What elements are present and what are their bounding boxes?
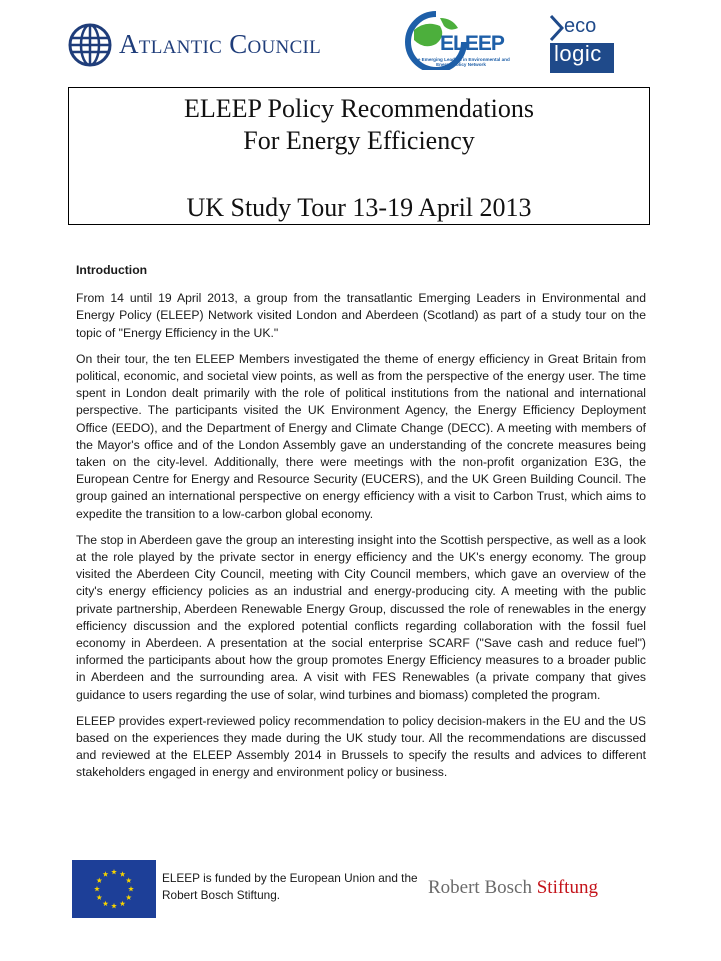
paragraph: From 14 until 19 April 2013, a group from the transatlantic Emerging Leaders in Environmental and Energy Policy (ELEEP) Network visited London and Aberdeen (Scotland) as part of a study tour on the topic of "Energy Efficiency in the UK.": [76, 291, 646, 340]
title-line-3: UK Study Tour 13-19 April 2013: [186, 193, 532, 222]
logo-row: [0, 0, 721, 85]
atlantic-council-wordmark: Atlantic Council: [119, 29, 322, 59]
bosch-stiftung: Stiftung: [536, 877, 598, 898]
eu-flag-icon: [72, 860, 156, 918]
footer: [72, 858, 652, 920]
eleep-wordmark: ELEEP: [440, 32, 504, 55]
eleep-logo: [400, 10, 518, 76]
eleep-tagline: The Emerging Leaders in Environmental and Energy Policy Network: [412, 57, 510, 67]
ecologic-top-word: eco: [564, 15, 597, 37]
title-box: [68, 87, 650, 225]
paragraph: The stop in Aberdeen gave the group an interesting insight into the Scottish perspective, as well as a look at the role played by the private sector in energy efficiency and the UK's energy economy. The group visited the Aberdeen City Council, meeting with City Council members, which gave an overview of the city's energy efficiency policies as an industrial and energy-producing city. A meeting with the public private partnership, Aberdeen Renewable Energy Group, discussed the role of renewables in the energy efficiency discussion and the explored potential conflicts regarding collaboration with the fossil fuel economy in Aberdeen. A presentation at the social enterprise SCARF ("Save cash and reduce fuel") informed the participants about how the group promotes Energy Efficiency measures to a broader public in Aberdeen and the surrounding area. A visit with FES Renewables (a private company that gives guidance to users regarding the use of solar, wind turbines and biomass) completed the program.: [76, 532, 646, 702]
paragraph: On their tour, the ten ELEEP Members investigated the theme of energy efficiency in Great Britain from political, economic, and societal view points, as well as from the perspective of the energy user. The time spent in London dealt primarily with the role of political institutions from the national and international perspective. The participants visited the UK Environment Agency, the Energy Efficiency Deployment Office (EEDO), and the Department of Energy and Climate Change (DECC). A meeting with members of the Mayor's office and of the London Assembly gave an understanding of the concrete measures being taken on the city-level. Additionally, there were meetings with the non-profit organization E3G, the European Centre for Energy and Resource Security (EUCERS), and the UK Green Building Council. The group gained an international perspective on energy efficiency with a visit to Carbon Trust, which aims to expedite the transition to a low-carbon global economy.: [76, 351, 646, 521]
section-heading: Introduction: [76, 263, 148, 277]
title-line-2: For Energy Efficiency: [243, 126, 475, 155]
globe-icon: [68, 23, 112, 67]
paragraph: ELEEP provides expert-reviewed policy recommendation to policy decision-makers in the EU and the US based on the experiences they made during the UK study tour. All the recommendations are discussed and reviewed at the ELEEP Assembly 2014 in Brussels to specify the results and advices to different stakeholders engaged in energy and environment policy or business.: [76, 713, 646, 780]
ecologic-logo: [550, 15, 614, 73]
ecologic-chevron-icon: [550, 15, 564, 41]
atlantic-council-logo: [68, 21, 368, 69]
ecologic-bottom-word: logic: [554, 41, 602, 66]
bosch-name: Robert Bosch: [428, 877, 537, 898]
title-line-1: ELEEP Policy Recommendations: [184, 94, 534, 123]
document-body: [76, 262, 646, 791]
funding-text: ELEEP is funded by the European Union and the Robert Bosch Stiftung.: [162, 871, 418, 902]
robert-bosch-stiftung-logo: [428, 877, 598, 899]
